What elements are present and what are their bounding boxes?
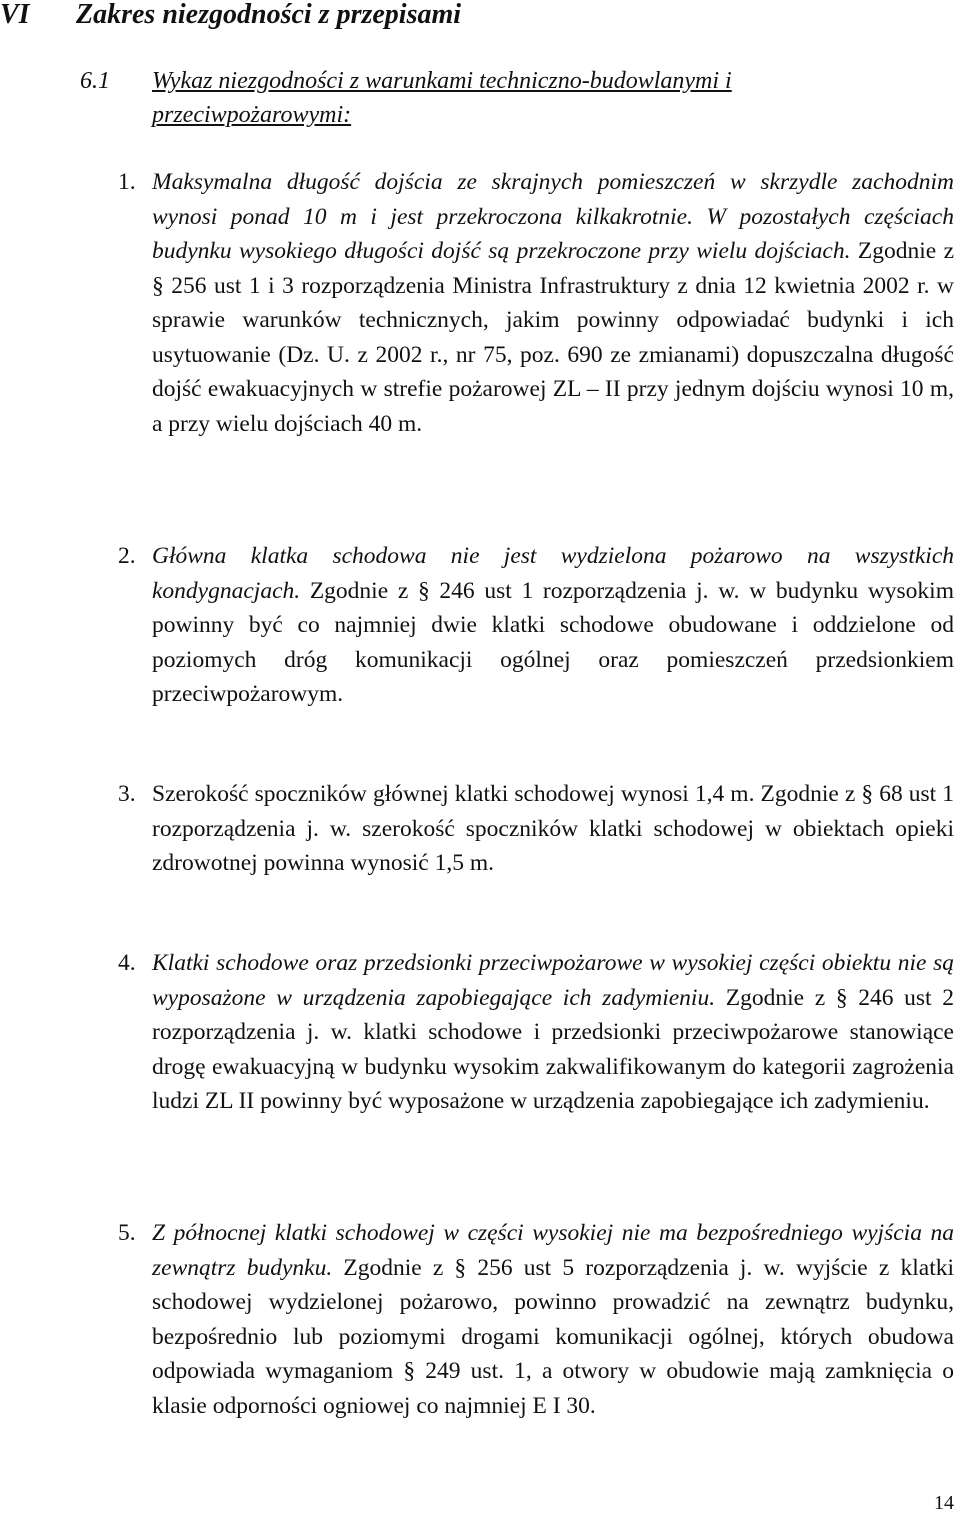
section-heading [0,0,461,32]
list-item-body [152,1216,954,1423]
section-number: VI [0,0,30,30]
list-item-body [152,946,954,1119]
subsection-title-line1: Wykaz niezgodności z warunkami techniczno-budowlanymi i [152,68,732,94]
subsection-heading [80,64,880,132]
list-item-regulation: Zgodnie z § 256 ust 1 i 3 rozporządzenia Ministra Infrastruktury z dnia 12 kwietnia 2002 r. w sprawie warunków technicznych, jakim powinny odpowiadać budynki i ich usytuowanie (Dz. U. z 2002 r., nr 75, poz. 690 ze zmianami) dopuszczalna długość dojść ewakuacyjnych w strefie pożarowej ZL – II przy jednym dojściu wynosi 10 m, a przy wielu dojściach 40 m. [152,238,955,437]
list-item-3 [118,777,954,881]
list-item-number: 1. [118,169,136,195]
subsection-title-line2: przeciwpożarowymi: [152,102,352,128]
list-item-number: 4. [118,950,136,976]
list-item-issue: Maksymalna długość dojścia ze skrajnych pomieszczeń w skrzydle zachodnim wynosi ponad 10 m i jest przekroczona kilkakrotnie. W pozostałych częściach budynku wysokiego długości dojść są przekroczone przy wielu dojściach. [152,169,954,264]
list-item-body [152,777,954,881]
list-item-5 [118,1216,954,1423]
list-item-regulation: Zgodnie z § 246 ust 2 rozporządzenia j. w. klatki schodowe i przedsionki przeciwpożarowe stanowiące drogę ewakuacyjną w budynku wysokim zakwalifikowanym do kategorii zagrożenia ludzi ZL II powinny być wyposażone w urządzenia zapobiegające ich zadymieniu. [152,984,955,1114]
subsection-number: 6.1 [80,68,110,94]
list-item-body [152,539,954,712]
list-item-regulation: Szerokość spoczników głównej klatki schodowej wynosi 1,4 m. Zgodnie z § 68 ust 1 rozporządzenia j. w. szerokość spoczników klatki schodowej w obiektach opieki zdrowotnej powinna wynosić 1,5 m. [152,781,954,876]
list-item-body [152,165,954,441]
list-item-number: 3. [118,781,136,807]
list-item-1 [118,165,954,441]
list-item-2 [118,539,954,712]
list-item-issue: Z północnej klatki schodowej w części wysokiej nie ma bezpośredniego wyjścia na zewnątrz budynku. [152,1220,954,1281]
list-item-regulation: Zgodnie z § 246 ust 1 rozporządzenia j. w. w budynku wysokim powinny być co najmniej dwie klatki schodowe obudowane i oddzielone od poziomych dróg komunikacji ogólnej oraz pomieszczeń przedsionkiem przeciwpożarowym. [152,577,954,707]
list-item-number: 2. [118,543,136,569]
list-item-number: 5. [118,1220,136,1246]
page-number: 14 [934,1492,954,1514]
list-item-issue: Klatki schodowe oraz przedsionki przeciwpożarowe w wysokiej części obiektu nie są wyposażone w urządzenia zapobiegające ich zadymieniu. [152,950,954,1011]
section-title: Zakres niezgodności z przepisami [76,0,462,30]
list-item-regulation: Zgodnie z § 256 ust 5 rozporządzenia j. w. wyjście z klatki schodowej wydzielonej pożarowo, powinno prowadzić na zewnątrz budynku, bezpośrednio lub poziomymi drogami komunikacji ogólnej, których obudowa odpowiada wymaganiom § 249 ust. 1, a otwory w obudowie mają zamknięcia o klasie odporności ogniowej co najmniej E I 30. [152,1254,954,1419]
list-item-issue: Główna klatka schodowa nie jest wydzielona pożarowo na wszystkich kondygnacjach. [152,543,954,604]
list-item-4 [118,946,954,1119]
